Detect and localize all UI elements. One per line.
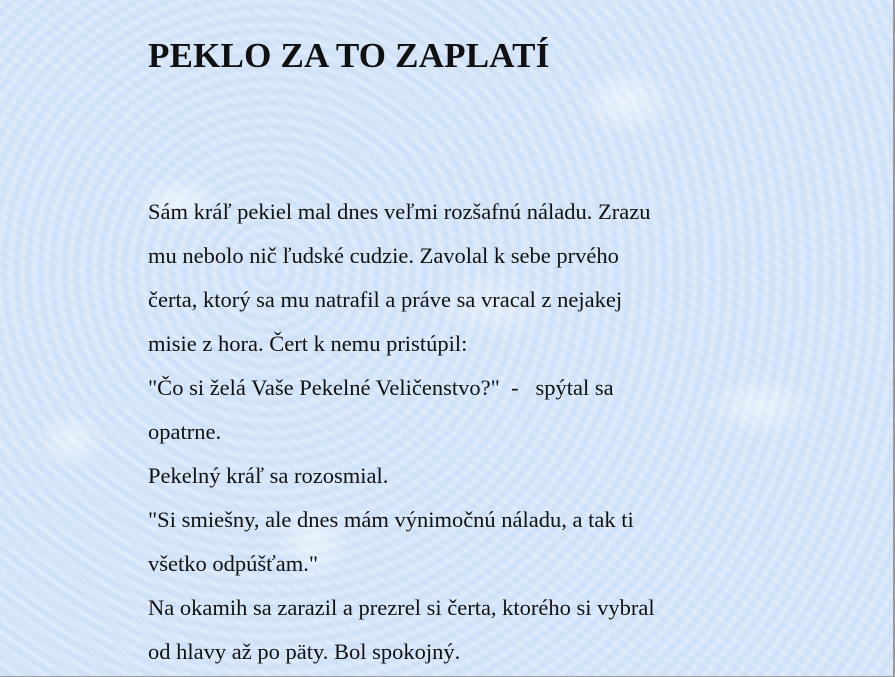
story-line: misie z hora. Čert k nemu pristúpil: — [148, 331, 468, 356]
document-title: PEKLO ZA TO ZAPLATÍ — [148, 36, 550, 75]
document-body — [148, 34, 868, 674]
story-line: od hlavy až po päty. Bol spokojný. — [148, 639, 461, 664]
story-line: "Si smiešny, ale dnes mám výnimočnú náladu, a tak ti — [148, 507, 634, 532]
story-line: Pekelný kráľ sa rozosmial. — [148, 463, 389, 488]
story-text — [148, 190, 868, 674]
story-line: všetko odpúšťam." — [148, 551, 319, 576]
story-line: mu nebolo nič ľudské cudzie. Zavolal k sebe prvého — [148, 243, 619, 268]
story-line: "Čo si želá Vaše Pekelné Veličenstvo?" - spýtal sa — [148, 375, 614, 400]
story-line: opatrne. — [148, 419, 222, 444]
story-line: Sám kráľ pekiel mal dnes veľmi rozšafnú náladu. Zrazu — [148, 199, 651, 224]
story-line: čerta, ktorý sa mu natrafil a práve sa vracal z nejakej — [148, 287, 623, 312]
story-line: Na okamih sa zarazil a prezrel si čerta, ktorého si vybral — [148, 595, 655, 620]
